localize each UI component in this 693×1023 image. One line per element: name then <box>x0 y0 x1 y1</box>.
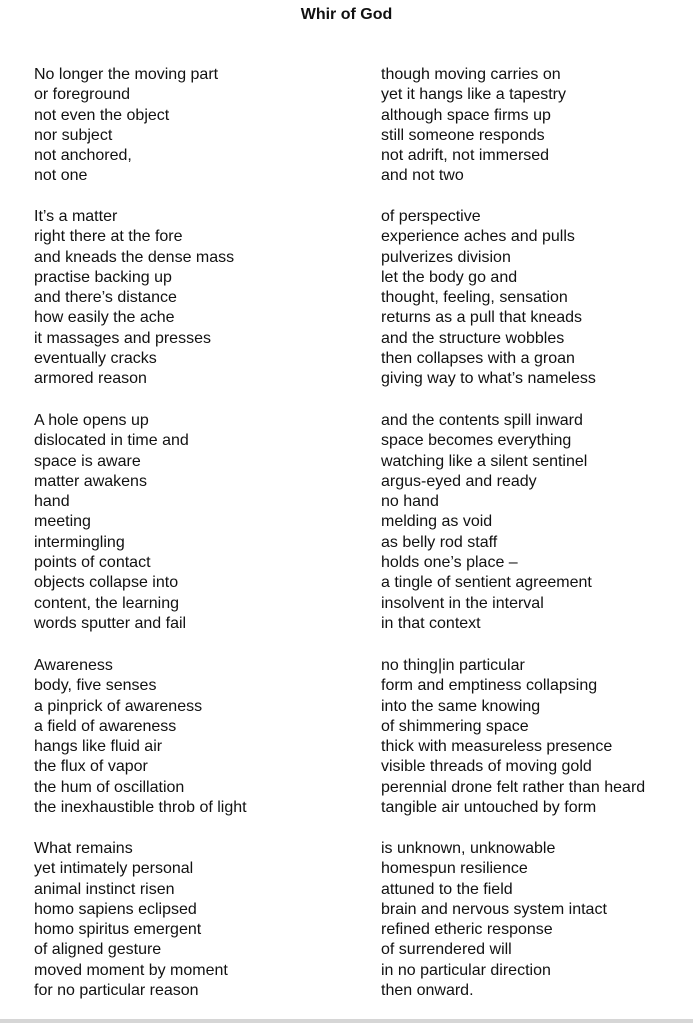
poem-line: meeting <box>34 513 91 531</box>
poem-line: body, five senses <box>34 677 157 695</box>
poem-line: hangs like fluid air <box>34 738 163 756</box>
poem-line: matter awakens <box>34 472 147 490</box>
poem-line: homo sapiens eclipsed <box>34 900 197 918</box>
poem-line: words sputter and fail <box>34 614 187 632</box>
poem-line: thought, feeling, sensation <box>381 289 568 307</box>
poem-line: not adrift, not immersed <box>381 147 550 165</box>
poem-line: pulverizes division <box>381 248 511 266</box>
poem-line: insolvent in the interval <box>381 594 544 612</box>
poem-line: of shimmering space <box>381 717 529 735</box>
poem-line: Awareness <box>34 657 113 674</box>
poem-line: content, the learning <box>34 594 179 612</box>
poem-line: argus-eyed and ready <box>381 472 537 490</box>
stanza-4-left-column <box>34 656 247 818</box>
stanza-3-left-column <box>34 411 189 634</box>
poem-line: no hand <box>381 493 439 511</box>
poem-line: as belly rod staff <box>381 533 498 551</box>
poem-line: visible threads of moving gold <box>381 758 592 776</box>
poem-line: form and emptiness collapsing <box>381 677 598 695</box>
poem-line: still someone responds <box>381 126 545 144</box>
poem-line: the hum of oscillation <box>34 778 185 796</box>
poem-line: yet intimately personal <box>34 860 194 878</box>
poem-line: yet it hangs like a tapestry <box>381 86 566 104</box>
poem-line: into the same knowing <box>381 697 541 715</box>
poem-line: a tingle of sentient agreement <box>381 574 592 592</box>
poem-line: attuned to the field <box>381 880 513 898</box>
poem-line: in no particular direction <box>381 961 551 979</box>
poem-line: the inexhaustible throb of light <box>34 799 247 817</box>
poem-line: brain and nervous system intact <box>381 900 607 918</box>
poem-line: and not two <box>381 167 464 185</box>
poem-line: intermingling <box>34 533 125 551</box>
poem-line: homo spiritus emergent <box>34 921 202 939</box>
poem-line: of perspective <box>381 208 481 225</box>
poem-title: Whir of God <box>300 6 393 23</box>
poem-line: it massages and presses <box>34 329 211 347</box>
poem-line: experience aches and pulls <box>381 228 575 246</box>
stanza-5-left-column <box>34 839 228 1001</box>
poem-line: animal instinct risen <box>34 880 175 898</box>
poem-line: armored reason <box>34 370 147 388</box>
poem-line: and the structure wobbles <box>381 329 565 347</box>
poem-line: returns as a pull that kneads <box>381 309 583 327</box>
page-bottom-divider <box>0 1019 693 1023</box>
poem-line: objects collapse into <box>34 574 179 592</box>
poem-line: is unknown, unknowable <box>381 840 556 857</box>
poem-line: then collapses with a groan <box>381 350 575 368</box>
poem-line: the flux of vapor <box>34 758 148 776</box>
poem-line: perennial drone felt rather than heard <box>381 778 646 796</box>
poem-line: tangible air untouched by form <box>381 799 597 817</box>
poem-line: a pinprick of awareness <box>34 697 203 715</box>
poem-line: of surrendered will <box>381 941 512 959</box>
poem-line: and the contents spill inward <box>381 412 583 429</box>
poem-line: for no particular reason <box>34 982 199 1000</box>
stanza-2-left-column <box>34 207 234 390</box>
stanza-5-right-column <box>381 839 607 1001</box>
poem-line: let the body go and <box>381 268 518 286</box>
poem-line: space is aware <box>34 452 141 470</box>
poem-line: hand <box>34 493 70 511</box>
poem-line: although space firms up <box>381 106 551 124</box>
poem-line: A hole opens up <box>34 412 149 429</box>
poem-line: moved moment by moment <box>34 961 228 979</box>
poem-line: melding as void <box>381 513 493 531</box>
poem-line: no thing|in particular <box>381 657 525 674</box>
poem-line: refined etheric response <box>381 921 553 939</box>
poem-line: practise backing up <box>34 268 172 286</box>
poem-line: No longer the moving part <box>34 66 219 83</box>
poem-line: and there’s distance <box>34 289 177 307</box>
stanza-3-right-column <box>381 411 592 634</box>
poem-line: not even the object <box>34 106 170 124</box>
poem-line: eventually cracks <box>34 350 157 368</box>
poem-line: space becomes everything <box>381 432 572 450</box>
poem-line: a field of awareness <box>34 717 177 735</box>
poem-line: not one <box>34 167 88 185</box>
poem-line: homespun resilience <box>381 860 528 878</box>
stanza-1-left-column <box>34 65 218 187</box>
poem-line: in that context <box>381 614 481 632</box>
stanza-4-right-column <box>381 656 645 818</box>
poem-line: watching like a silent sentinel <box>381 452 588 470</box>
poem-line: of aligned gesture <box>34 941 162 959</box>
poem-line: or foreground <box>34 86 131 104</box>
poem-line: then onward. <box>381 982 474 1000</box>
poem-line: not anchored, <box>34 147 132 165</box>
poem-line: What remains <box>34 840 133 857</box>
stanza-2-right-column <box>381 207 596 390</box>
poem-line: It’s a matter <box>34 208 118 225</box>
stanza-1-right-column <box>381 65 566 187</box>
poem-line: holds one’s place – <box>381 554 518 572</box>
poem-line: how easily the ache <box>34 309 175 327</box>
poem-line: giving way to what’s nameless <box>381 370 596 388</box>
poem-line: nor subject <box>34 126 113 144</box>
poem-line: points of contact <box>34 554 151 572</box>
poem-line: though moving carries on <box>381 66 561 83</box>
poem-line: dislocated in time and <box>34 432 189 450</box>
poem-line: thick with measureless presence <box>381 738 613 756</box>
poem-line: and kneads the dense mass <box>34 248 235 266</box>
poem-line: right there at the fore <box>34 228 183 246</box>
